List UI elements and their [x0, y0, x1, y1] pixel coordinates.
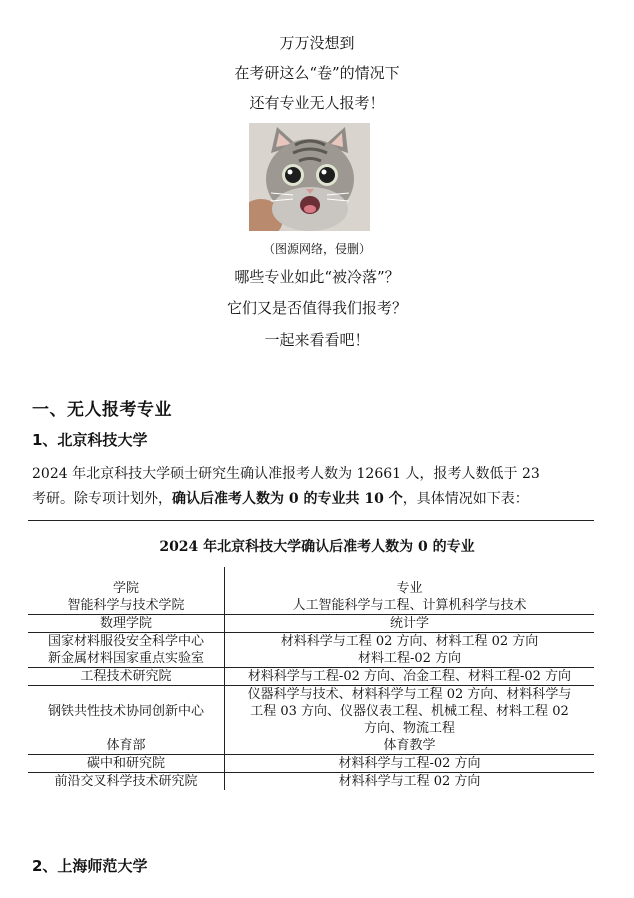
major-cell: 材料科学与工程 02 方向、材料工程 02 方向 材料工程-02 方向 — [225, 633, 595, 668]
majors-table — [28, 567, 594, 790]
college-cell: 碳中和研究院 — [28, 755, 225, 773]
table-row — [28, 597, 594, 615]
table-title: 2024 年北京科技大学确认后准考人数为 0 的专业 — [159, 539, 475, 555]
subheading-ustb: 1、北京科技大学 — [32, 431, 148, 449]
intro-line-2: 在考研这么“卷”的情况下 — [234, 64, 400, 82]
table-row — [28, 686, 594, 738]
table-row — [28, 773, 594, 791]
table-row — [28, 633, 594, 668]
para-bold-text: 确认后准考人数为 0 的专业共 10 个 — [172, 491, 403, 507]
college-cell: 前沿交叉科学技术研究院 — [28, 773, 225, 791]
college-cell: 体育部 — [28, 737, 225, 755]
table-row — [28, 755, 594, 773]
major-cell: 材料科学与工程-02 方向、冶金工程、材料工程-02 方向 — [225, 668, 595, 686]
college-cell: 智能科学与技术学院 — [28, 597, 225, 615]
table-row — [28, 615, 594, 633]
table-top-rule — [28, 520, 594, 521]
ustb-paragraph — [32, 462, 592, 512]
intro-line-3: 还有专业无人报考！ — [249, 94, 385, 112]
header-major: 专业 — [396, 581, 423, 596]
college-cell: 钢铁共性技术协同创新中心 — [28, 686, 225, 738]
section-heading: 一、无人报考专业 — [32, 400, 172, 420]
image-caption: （图源网络，侵删） — [262, 242, 371, 256]
table-row — [28, 737, 594, 755]
major-cell: 材料科学与工程 02 方向 — [338, 774, 481, 789]
major-cell: 体育教学 — [225, 737, 595, 755]
major-cell: 统计学 — [225, 615, 595, 633]
para-line-2 — [32, 487, 592, 512]
college-cell: 国家材料服役安全科学中心 新金属材料国家重点实验室 — [28, 633, 225, 668]
table-row — [28, 668, 594, 686]
table-header-row — [28, 567, 594, 597]
major-cell: 仪器科学与技术、材料科学与工程 02 方向、材料科学与 工程 03 方向、仪器仪表工程、机械工程、材料工程 02 方向、物流工程 — [247, 687, 572, 736]
college-cell: 工程技术研究院 — [28, 668, 225, 686]
para-line-1: 2024 年北京科技大学硕士研究生确认准报考人数为 12661 人，报考人数低于 23 — [32, 466, 540, 482]
para-text-end: ，具体情况如下表： — [402, 491, 529, 507]
question-line-3: 一起来看看吧！ — [264, 331, 370, 349]
major-cell: 人工智能科学与工程、计算机科学与技术 — [225, 597, 595, 615]
intro-line-1: 万万没想到 — [279, 34, 355, 52]
subheading-shnu: 2、上海师范大学 — [32, 857, 148, 875]
question-line-2: 它们又是否值得我们报考？ — [226, 299, 407, 317]
question-line-1: 哪些专业如此“被冷落”？ — [234, 268, 400, 286]
major-cell: 材料科学与工程-02 方向 — [225, 755, 595, 773]
cat-image — [249, 123, 370, 231]
para-text: 考研。除专项计划外， — [32, 491, 172, 507]
college-cell: 数理学院 — [28, 615, 225, 633]
header-college: 学院 — [28, 567, 225, 597]
